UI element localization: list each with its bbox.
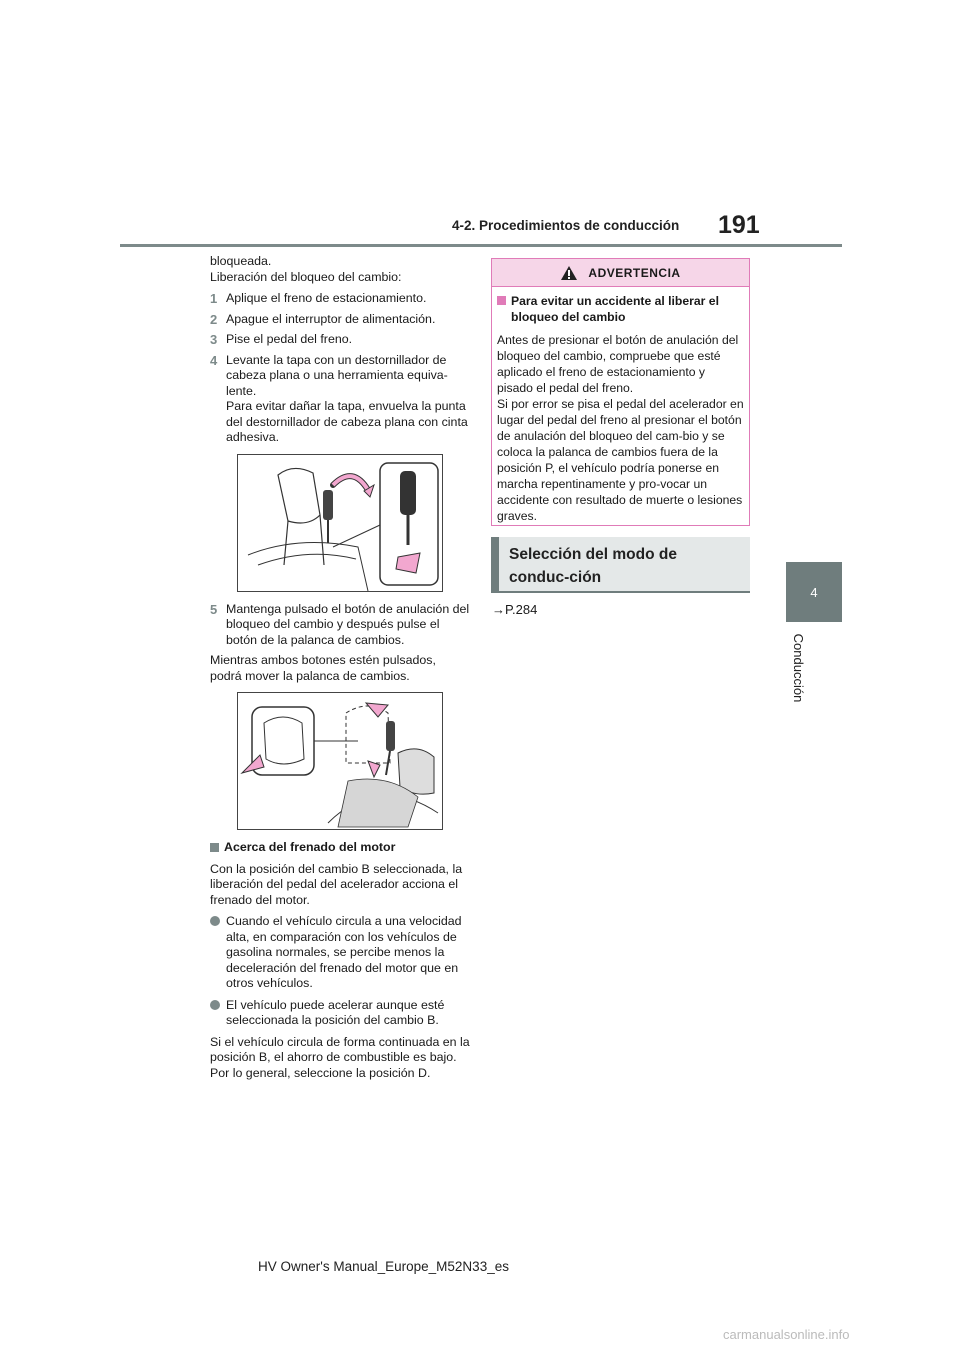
step-text: Levante la tapa con un destornillador de cabeza plana o una herramienta equiva-lente. Para evitar dañar la tapa, envuelva la punta del destornillador de cabeza plana con cinta adhesiva. (226, 352, 468, 444)
chapter-label: Conducción (791, 633, 806, 703)
step-1 (210, 291, 470, 307)
step-3 (210, 332, 470, 348)
warning-box (491, 258, 750, 526)
header-divider (120, 244, 842, 247)
warning-label: ADVERTENCIA (588, 265, 681, 280)
override-illustration (238, 693, 442, 829)
circle-bullet-icon (210, 916, 220, 926)
figure-override-button (237, 692, 443, 830)
left-column (210, 254, 470, 1087)
warning-title: Para evitar un accidente al liberar el bloqueo del cambio (511, 294, 719, 324)
list-item (210, 998, 470, 1029)
list-item (210, 914, 470, 992)
intro-text: bloqueada. Liberación del bloqueo del cambio: (210, 254, 402, 284)
step-number: 4 (210, 352, 218, 368)
engine-brake-title: Acerca del frenado del motor (224, 840, 396, 854)
warning-text: Antes de presionar el botón de anulación del bloqueo del cambio, compruebe que esté aplicado el freno de estacionamiento y pisado el pedal del freno. Si por error se pisa el pedal del acelerador en lugar del pedal del freno al presionar el botón de anulación del bloqueo del cam-bio y se coloca la palanca de cambios fuera de la posición P, el vehículo podría ponerse en marcha repentinamente y pro-vocar un accidente con resultado de muerte o lesiones graves. (497, 333, 744, 523)
shift-lever-illustration (238, 455, 442, 591)
engine-brake-closing: Si el vehículo circula de forma continuada en la posición B, el ahorro de combustible es bajo. Por lo general, seleccione la posición D. (210, 1034, 470, 1080)
step-number: 5 (210, 601, 218, 617)
warning-body (492, 287, 749, 524)
step-text: Aplique el freno de estacionamiento. (226, 291, 427, 305)
drive-mode-section-title: Selección del modo de conduc-ción (491, 537, 750, 593)
step-text: Mantenga pulsado el botón de anulación del bloqueo del cambio y después pulse el botón de la palanca de cambios. (226, 601, 470, 647)
warning-triangle-icon (560, 265, 578, 281)
circle-bullet-icon (210, 1000, 220, 1010)
engine-brake-heading (210, 840, 470, 856)
step-5 (210, 602, 470, 649)
list-item-text: Cuando el vehículo circula a una velocidad alta, en comparación con los vehículos de gasolina normales, se percibe menos la deceleración del frenado del motor que en otros vehículos. (226, 914, 462, 990)
chapter-tab[interactable]: 4 (786, 562, 842, 622)
page-reference-link[interactable]: →P.284 (492, 602, 538, 617)
warning-header (492, 259, 749, 287)
square-bullet-icon (210, 843, 219, 852)
square-bullet-icon (497, 296, 506, 305)
step-text: Apague el interruptor de alimentación. (226, 311, 436, 326)
step-2 (210, 312, 470, 328)
step-number: 1 (210, 291, 218, 306)
step-4 (210, 353, 470, 446)
warning-heading (497, 293, 744, 325)
list-item-text: El vehículo puede acelerar aunque esté seleccionada la posición del cambio B. (226, 997, 445, 1027)
page-number: 191 (718, 211, 760, 239)
section-header: 4-2. Procedimientos de conducción (452, 218, 680, 233)
figure-screwdriver-cap (237, 454, 443, 592)
step-number: 3 (210, 332, 218, 347)
after-steps-text: Mientras ambos botones estén pulsados, podrá mover la palanca de cambios. (210, 653, 436, 683)
manual-footer: HV Owner's Manual_Europe_M52N33_es (258, 1259, 509, 1274)
step-number: 2 (210, 311, 218, 327)
watermark: carmanualsonline.info (723, 1327, 850, 1342)
engine-brake-intro: Con la posición del cambio B seleccionada, la liberación del pedal del acelerador acciona el frenado del motor. (210, 861, 463, 907)
step-text: Pise el pedal del freno. (226, 332, 353, 346)
